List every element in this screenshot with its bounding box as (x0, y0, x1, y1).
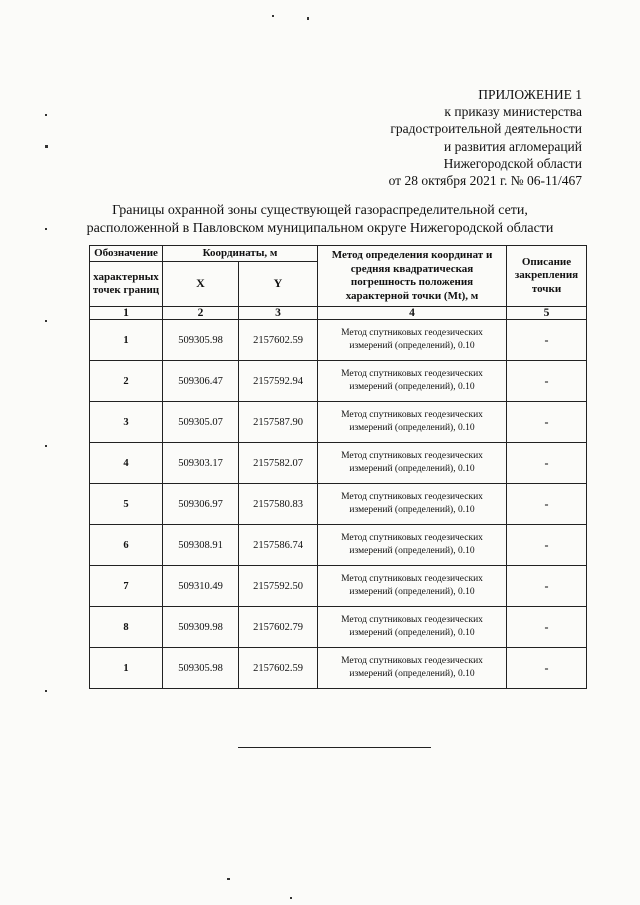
table-row (90, 566, 587, 607)
header-x: X (163, 262, 239, 307)
scan-speck (272, 15, 274, 17)
closing-rule (238, 747, 431, 748)
table-row (90, 525, 587, 566)
table-row (90, 402, 587, 443)
column-index-row (90, 307, 587, 320)
table-row (90, 320, 587, 361)
table-row (90, 484, 587, 525)
method-cell: Метод спутниковых геодезических измерений (определений), 0.10 (318, 320, 507, 361)
method-cell: Метод спутниковых геодезических измерений (определений), 0.10 (318, 525, 507, 566)
coord-y: 2157602.59 (239, 648, 318, 689)
point-number: 2 (90, 361, 163, 402)
header-method: Метод определения координат и средняя квадратическая погрешность положения характерной точки (Mt), м (318, 246, 507, 307)
coord-x: 509305.07 (163, 402, 239, 443)
method-cell: Метод спутниковых геодезических измерений (определений), 0.10 (318, 607, 507, 648)
point-number: 5 (90, 484, 163, 525)
point-number: 6 (90, 525, 163, 566)
appendix-ministry-line: градостроительной деятельности (390, 121, 582, 137)
header-coordinates: Координаты, м (163, 246, 318, 262)
header-point-bottom: характерных точек границ (90, 262, 163, 307)
description-cell: - (507, 484, 587, 525)
description-cell: - (507, 443, 587, 484)
appendix-date-number: от 28 октября 2021 г. № 06-11/467 (388, 173, 582, 189)
description-cell: - (507, 607, 587, 648)
column-index: 5 (507, 307, 587, 320)
appendix-label: ПРИЛОЖЕНИЕ 1 (478, 87, 582, 102)
scan-speck (307, 17, 309, 20)
column-index: 1 (90, 307, 163, 320)
coord-x: 509303.17 (163, 443, 239, 484)
coord-y: 2157586.74 (239, 525, 318, 566)
scan-speck (45, 320, 47, 322)
scan-speck (45, 114, 47, 116)
table-row (90, 607, 587, 648)
coordinates-table (89, 245, 587, 689)
description-cell: - (507, 320, 587, 361)
coord-x: 509306.97 (163, 484, 239, 525)
header-y: Y (239, 262, 318, 307)
scan-speck (290, 897, 292, 899)
coord-x: 509308.91 (163, 525, 239, 566)
coord-x: 509305.98 (163, 648, 239, 689)
coord-y: 2157602.79 (239, 607, 318, 648)
table-row (90, 361, 587, 402)
method-cell: Метод спутниковых геодезических измерений (определений), 0.10 (318, 566, 507, 607)
table-row (90, 648, 587, 689)
scan-speck (45, 445, 47, 447)
scan-speck (45, 690, 47, 692)
description-cell: - (507, 566, 587, 607)
point-number: 8 (90, 607, 163, 648)
scan-speck (45, 145, 48, 148)
point-number: 3 (90, 402, 163, 443)
appendix-order-line: к приказу министерства (444, 104, 582, 120)
appendix-development-line: и развития агломераций (443, 138, 582, 154)
description-cell: - (507, 361, 587, 402)
coord-y: 2157592.50 (239, 566, 318, 607)
point-number: 1 (90, 648, 163, 689)
coord-x: 509305.98 (163, 320, 239, 361)
coord-y: 2157592.94 (239, 361, 318, 402)
document-title (60, 202, 580, 237)
title-line-1: Границы охранной зоны существующей газораспределительной сети, (112, 203, 528, 218)
table-header-row (90, 246, 587, 262)
method-cell: Метод спутниковых геодезических измерений (определений), 0.10 (318, 484, 507, 525)
table-row (90, 443, 587, 484)
point-number: 1 (90, 320, 163, 361)
coord-x: 509306.47 (163, 361, 239, 402)
method-cell: Метод спутниковых геодезических измерений (определений), 0.10 (318, 648, 507, 689)
coord-x: 509309.98 (163, 607, 239, 648)
appendix-region-line: Нижегородской области (443, 155, 582, 171)
coord-y: 2157602.59 (239, 320, 318, 361)
method-cell: Метод спутниковых геодезических измерений (определений), 0.10 (318, 443, 507, 484)
appendix-header (282, 86, 582, 189)
coord-y: 2157587.90 (239, 402, 318, 443)
scan-speck (45, 228, 47, 230)
point-number: 7 (90, 566, 163, 607)
coord-y: 2157582.07 (239, 443, 318, 484)
coord-x: 509310.49 (163, 566, 239, 607)
coord-y: 2157580.83 (239, 484, 318, 525)
column-index: 4 (318, 307, 507, 320)
title-line-2: расположенной в Павловском муниципальном округе Нижегородской области (86, 220, 554, 236)
description-cell: - (507, 525, 587, 566)
description-cell: - (507, 402, 587, 443)
header-description: Описание закрепления точки (507, 246, 587, 307)
point-number: 4 (90, 443, 163, 484)
description-cell: - (507, 648, 587, 689)
column-index: 3 (239, 307, 318, 320)
method-cell: Метод спутниковых геодезических измерений (определений), 0.10 (318, 361, 507, 402)
column-index: 2 (163, 307, 239, 320)
header-point-top: Обозначение (90, 246, 163, 262)
scan-speck (227, 878, 230, 880)
method-cell: Метод спутниковых геодезических измерений (определений), 0.10 (318, 402, 507, 443)
